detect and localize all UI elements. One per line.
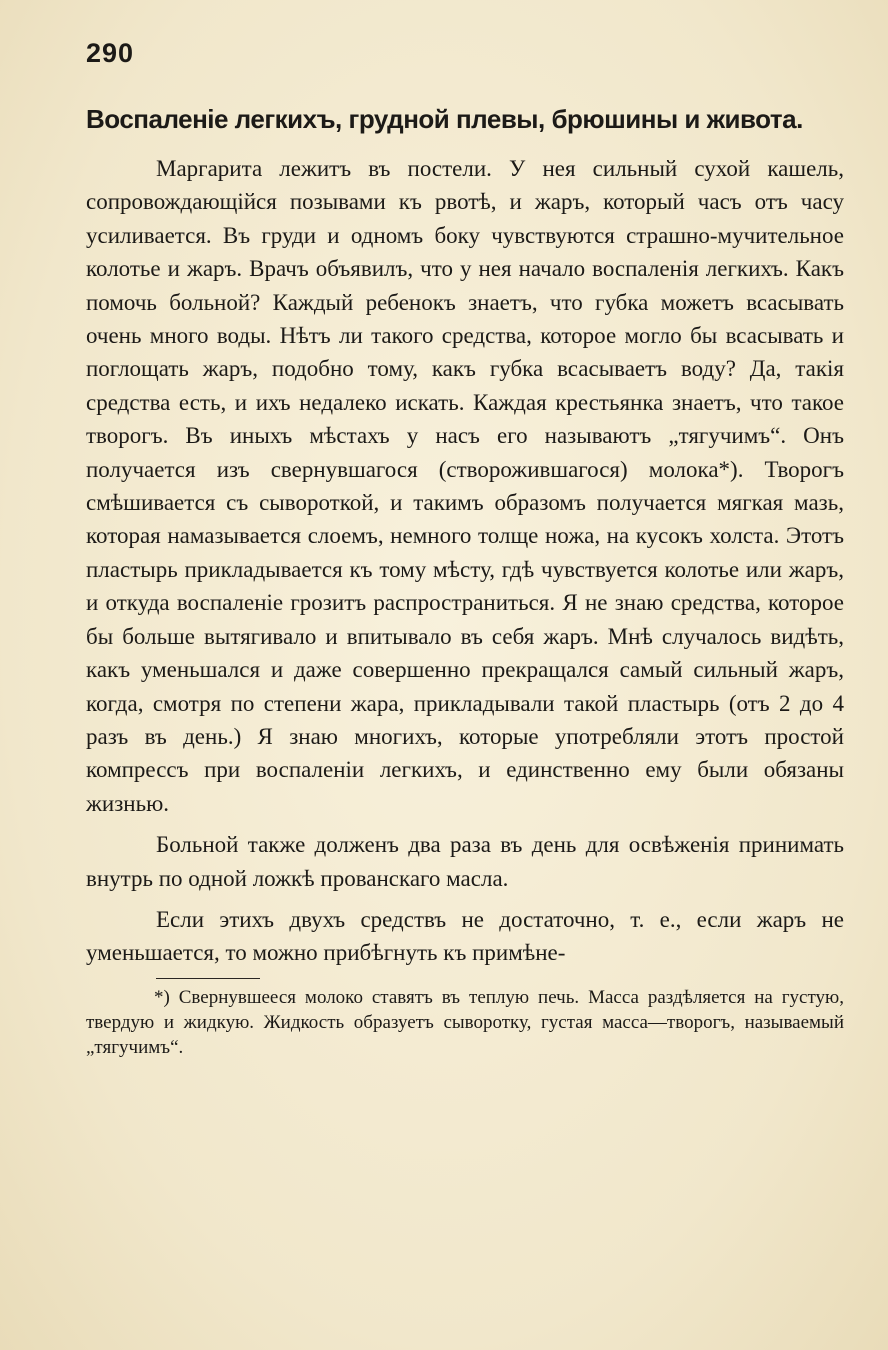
section-heading: Воспаленіе легкихъ, грудной плевы, брюшины и живота. [86, 104, 803, 134]
paragraph-3: Если этихъ двухъ средствъ не достаточно, т. е., если жаръ не уменьшается, то можно прибѣгнуть къ примѣне- [86, 906, 844, 966]
footnote: *) Свернувшееся молоко ставятъ въ теплую печь. Масса раздѣляется на густую, твердую и жидкую. Жидкость образуетъ сыворотку, густая масса—творогъ, называемый „тягучимъ“. [86, 986, 844, 1058]
paragraph-1: Маргарита лежитъ въ постели. У нея сильный сухой кашель, сопровождающійся позывами къ рвотѣ, и жаръ, который часъ отъ часу усиливается. Въ груди и одномъ боку чувствуются страшно-мучительное колотье и жаръ. Врачъ объявилъ, что у нея начало воспаленія легкихъ. Какъ помочь больной? Каждый ребенокъ знаетъ, что губка можетъ всасывать очень много воды. Нѣтъ ли такого средства, которое могло бы всасывать и поглощать жаръ, подобно тому, какъ губка всасываетъ воду? Да, такія средства есть, и ихъ недалеко искать. Каждая крестьянка знаетъ, что такое творогъ. Въ иныхъ мѣстахъ у насъ его называютъ „тягучимъ“. Онъ получается изъ свернувшагося (створожившагося) молока*). Творогъ смѣшивается съ сывороткой, и такимъ образомъ получается мягкая мазь, которая намазывается слоемъ, немного толще ножа, на кусокъ холста. Этотъ пластырь прикладывается къ тому мѣсту, гдѣ чувствуется колотье или жаръ, и откуда воспаленіе грозитъ распространиться. Я не знаю средства, которое бы больше вытягивало и впитывало въ себя жаръ. Мнѣ случалось видѣть, какъ уменьшался и даже совершенно прекращался самый сильный жаръ, когда, смотря по степени жара, прикладывали такой пластырь (отъ 2 до 4 разъ въ день.) Я знаю многихъ, которые употребляли этотъ простой компрессъ при воспаленіи легкихъ, и единственно ему были обязаны жизнью. [86, 156, 844, 816]
paragraph-2: Больной также долженъ два раза въ день для освѣженія принимать внутрь по одной ложкѣ прованскаго масла. [86, 832, 844, 891]
footnote-rule [156, 978, 260, 979]
page-number: 290 [86, 38, 135, 68]
